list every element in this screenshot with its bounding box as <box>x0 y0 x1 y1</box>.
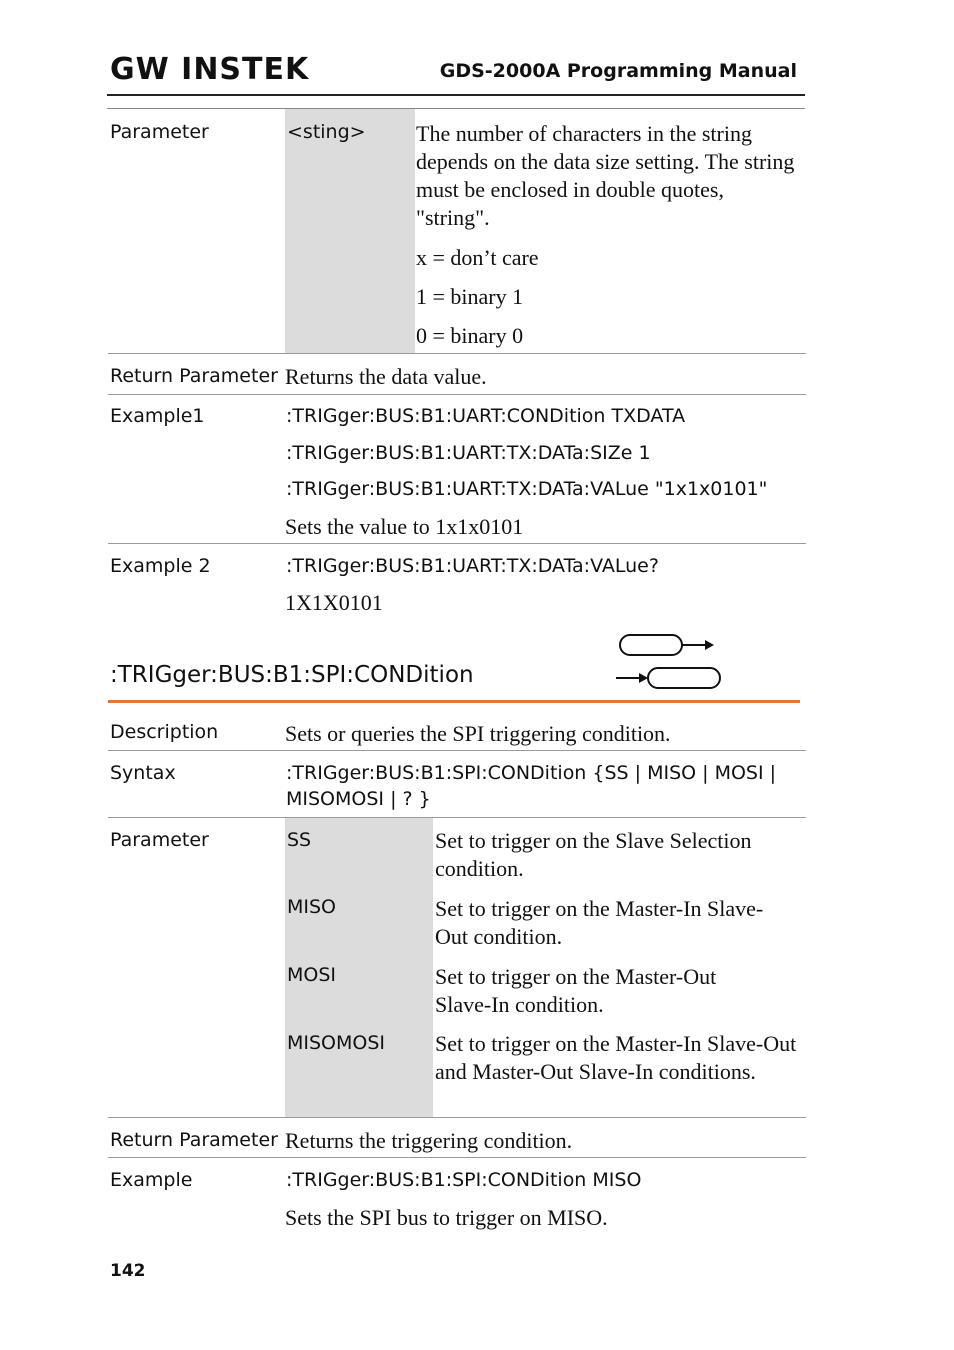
section-heading: :TRIGger:BUS:B1:SPI:CONDition <box>110 662 474 688</box>
spi-return-value: Returns the triggering condition. <box>285 1128 573 1153</box>
param-name: <sting> <box>287 121 366 143</box>
param-1-note: 1 = binary 1 <box>416 284 524 309</box>
example1-label: Example1 <box>110 405 205 427</box>
param-mosi-desc: Set to trigger on the Master-Out Slave-In condition. <box>435 964 717 1017</box>
spi-example-label: Example <box>110 1169 193 1191</box>
query-command-icon <box>614 665 724 691</box>
param-misomosi-name: MISOMOSI <box>287 1032 386 1054</box>
example2-response: 1X1X0101 <box>285 590 383 615</box>
brand-logo: GW INSTEK <box>110 52 310 87</box>
param-x-note: x = don’t care <box>416 245 539 270</box>
parameter-label: Parameter <box>110 121 209 143</box>
param-0-note: 0 = binary 0 <box>416 323 524 348</box>
row-divider <box>108 394 806 395</box>
param-description: The number of characters in the string depends on the data size setting. The string must be enclosed in double quotes, "string". <box>416 121 795 230</box>
param-name-column-shade <box>285 109 415 353</box>
header-rule-thin <box>107 108 805 109</box>
row-divider <box>108 750 806 751</box>
syntax-line-1: :TRIGger:BUS:B1:SPI:CONDition {SS | MISO | MOSI | <box>286 762 777 784</box>
header-rule <box>107 94 805 96</box>
example2-label: Example 2 <box>110 555 211 577</box>
row-divider <box>108 353 806 354</box>
param-mosi-name: MOSI <box>287 964 337 986</box>
example1-command-2: :TRIGger:BUS:B1:UART:TX:DATa:SIZe 1 <box>286 442 651 464</box>
row-divider <box>108 817 806 818</box>
manual-title: GDS-2000A Programming Manual <box>439 60 797 82</box>
row-divider <box>108 1157 806 1158</box>
set-command-icon <box>614 632 720 658</box>
example1-description: Sets the value to 1x1x0101 <box>285 514 524 539</box>
spi-example-command: :TRIGger:BUS:B1:SPI:CONDition MISO <box>286 1169 642 1191</box>
return-parameter-value: Returns the data value. <box>285 364 487 389</box>
example1-command-1: :TRIGger:BUS:B1:UART:CONDition TXDATA <box>286 405 686 427</box>
return-parameter-label: Return Parameter <box>110 365 278 387</box>
param-ss-name: SS <box>287 829 312 851</box>
syntax-line-2: MISOMOSI | ? } <box>286 788 431 810</box>
row-divider <box>108 1117 806 1118</box>
example1-command-3: :TRIGger:BUS:B1:UART:TX:DATa:VALue "1x1x0101" <box>286 478 768 500</box>
syntax-label: Syntax <box>110 762 176 784</box>
example2-command: :TRIGger:BUS:B1:UART:TX:DATa:VALue? <box>286 555 659 577</box>
page-number: 142 <box>110 1261 146 1281</box>
param-ss-desc: Set to trigger on the Slave Selection condition. <box>435 828 752 881</box>
description-label: Description <box>110 721 219 743</box>
row-divider <box>108 543 806 544</box>
spi-parameter-label: Parameter <box>110 829 209 851</box>
param-miso-desc: Set to trigger on the Master-In Slave-Out condition. <box>435 896 764 949</box>
spi-example-description: Sets the SPI bus to trigger on MISO. <box>285 1205 608 1230</box>
param-misomosi-desc: Set to trigger on the Master-In Slave-Out and Master-Out Slave-In conditions. <box>435 1031 797 1084</box>
section-heading-rule <box>108 700 800 703</box>
description-text: Sets or queries the SPI triggering condition. <box>285 721 671 746</box>
param-miso-name: MISO <box>287 896 337 918</box>
spi-return-label: Return Parameter <box>110 1129 278 1151</box>
